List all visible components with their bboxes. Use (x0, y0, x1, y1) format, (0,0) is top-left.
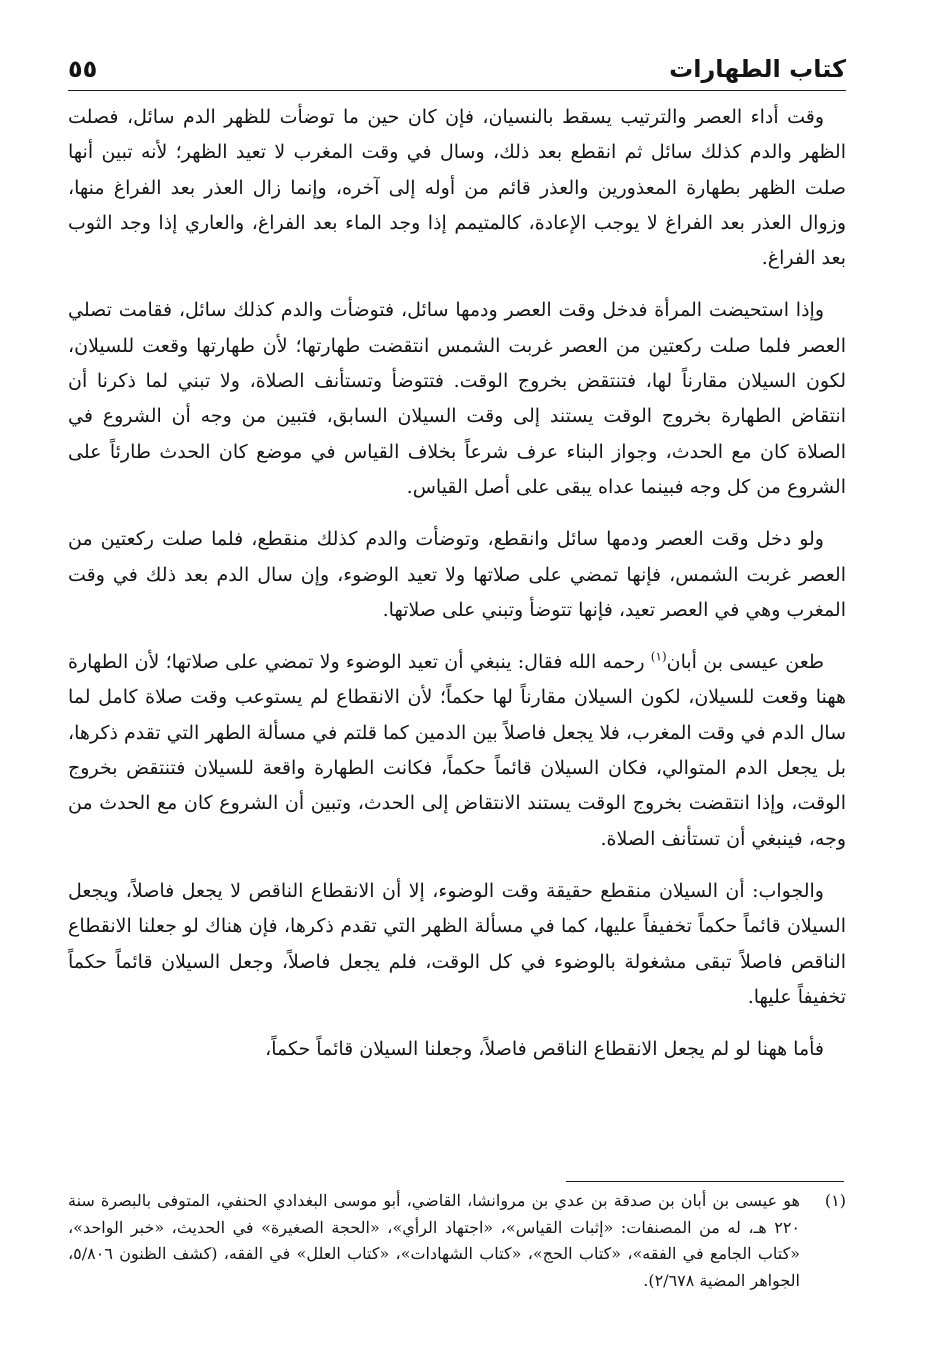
running-head (68, 44, 846, 84)
objection-paragraph (68, 645, 846, 857)
footnote-marker: (١) (824, 1191, 846, 1210)
objection-text: رحمه الله فقال: ينبغي أن تعيد الوضوء ولا تمضي على صلاتها؛ لأن الطهارة ههنا وقعت للسيلان، لكون السيلان مقارناً لها حكماً؛ لأن الانقطاع لم يستوعب وقت صلاة كامل لما سال الدم في وقت المغرب، فلا يجعل فاصلاً بين الدمين كما قلتم في مسألة الطهر التي تقدم ذكرها، بل يجعل الدم المتوالي، فكان السيلان قائماً حكماً، فكانت الطهارة واقعة للسيلان فتنتقض بخروج الوقت، وإذا انتقضت بخروج الوقت يستند الانتقاض إلى الحدث، وتبين أن الشروع كان مع الحدث من وجه، فينبغي أن تستأنف الصلاة. (68, 651, 846, 850)
paragraph: وإذا استحيضت المرأة فدخل وقت العصر ودمها سائل، فتوضأت والدم كذلك سائل، فقامت تصلي العصر فلما صلت ركعتين من العصر غربت الشمس انتقضت طهارتها؛ لأن طهارتها وقعت للسيلان، لكون السيلان مقارناً لها، فتنتقض بخروج الوقت. فتتوضأ وتستأنف الصلاة، ولا تبني لما ذكرنا أن انتقاض الطهارة بخروج الوقت يستند إلى وقت السيلان السابق، فتبين من وجه أن الشروع في الصلاة كان مع الحدث، وجواز البناء عرف شرعاً بخلاف القياس في موضع كان الحدث طارئاً على الشروع من كل وجه فبينما عداه يبقى على أصل القياس. (68, 299, 846, 498)
page-number: ٥٥ (68, 55, 98, 83)
paragraph: ولو دخل وقت العصر ودمها سائل وانقطع، وتوضأت والدم كذلك منقطع، فلما صلت ركعتين من العصر غربت الشمس، فإنها تمضي على صلاتها ولا تعيد الوضوء، وإن سال الدم بعد ذلك في وقت المغرب وهي في العصر تعيد، فإنها تتوضأ وتبني على صلاتها. (68, 528, 846, 621)
paragraph: والجواب: أن السيلان منقطع حقيقة وقت الوضوء، إلا أن الانقطاع الناقص لا يجعل فاصلاً، ويجعل السيلان قائماً حكماً تخفيفاً عليها، كما في مسألة الظهر التي تقدم ذكرها، فإن هناك لو جعلنا الانقطاع الناقص فاصلاً تبقى مشغولة بالوضوء في كل الوقت، فلم يجعل فاصلاً، وجعل السيلان قائماً حكماً تخفيفاً عليها. (68, 879, 846, 1008)
footnote-reference: (١) (650, 649, 667, 664)
main-text (68, 100, 846, 1067)
paragraph: وقت أداء العصر والترتيب يسقط بالنسيان، فإن كان حين ما توضأت للظهر الدم سائل، فصلت الظهر والدم كذلك سائل ثم انقطع بعد ذلك، وسال في وقت المغرب لا تعيد الظهر؛ لأنه تبين أنها صلت الظهر بطهارة المعذورين والعذر قائم من أوله إلى آخره، وإنما زال العذر بعد الفراغ منها، وزوال العذر بعد الفراغ لا يوجب الإعادة، كالمتيمم إذا وجد الماء بعد الفراغ، والعاري إذا وجد الثوب بعد الفراغ. (68, 106, 846, 270)
footnote-text: هو عيسى بن أبان بن صدقة بن عدي بن مروانشا، القاضي، أبو موسى البغدادي الحنفي، المتوفى بالبصرة سنة ٢٢٠ هـ، له من المصنفات: «إثبات القياس»، «اجتهاد الرأي»، «الحجة الصغيرة» في الحديث، «خبر الواحد»، «كتاب الجامع في الفقه»، «كتاب الحج»، «كتاب الشهادات»، «كتاب العلل» في الفقه، (كشف الظنون ٥/٨٠٦، الجواهر المضية ٢/٦٧٨). (68, 1191, 800, 1290)
footnotes (68, 1188, 846, 1294)
footnote (68, 1188, 846, 1294)
objection-opening: طعن عيسى بن أبان (666, 651, 824, 674)
footnote-separator (566, 1181, 844, 1182)
header-rule (68, 90, 846, 91)
book-title: كتاب الطهارات (669, 55, 846, 83)
paragraph: فأما ههنا لو لم يجعل الانقطاع الناقص فاصلاً، وجعلنا السيلان قائماً حكماً، (265, 1038, 824, 1061)
